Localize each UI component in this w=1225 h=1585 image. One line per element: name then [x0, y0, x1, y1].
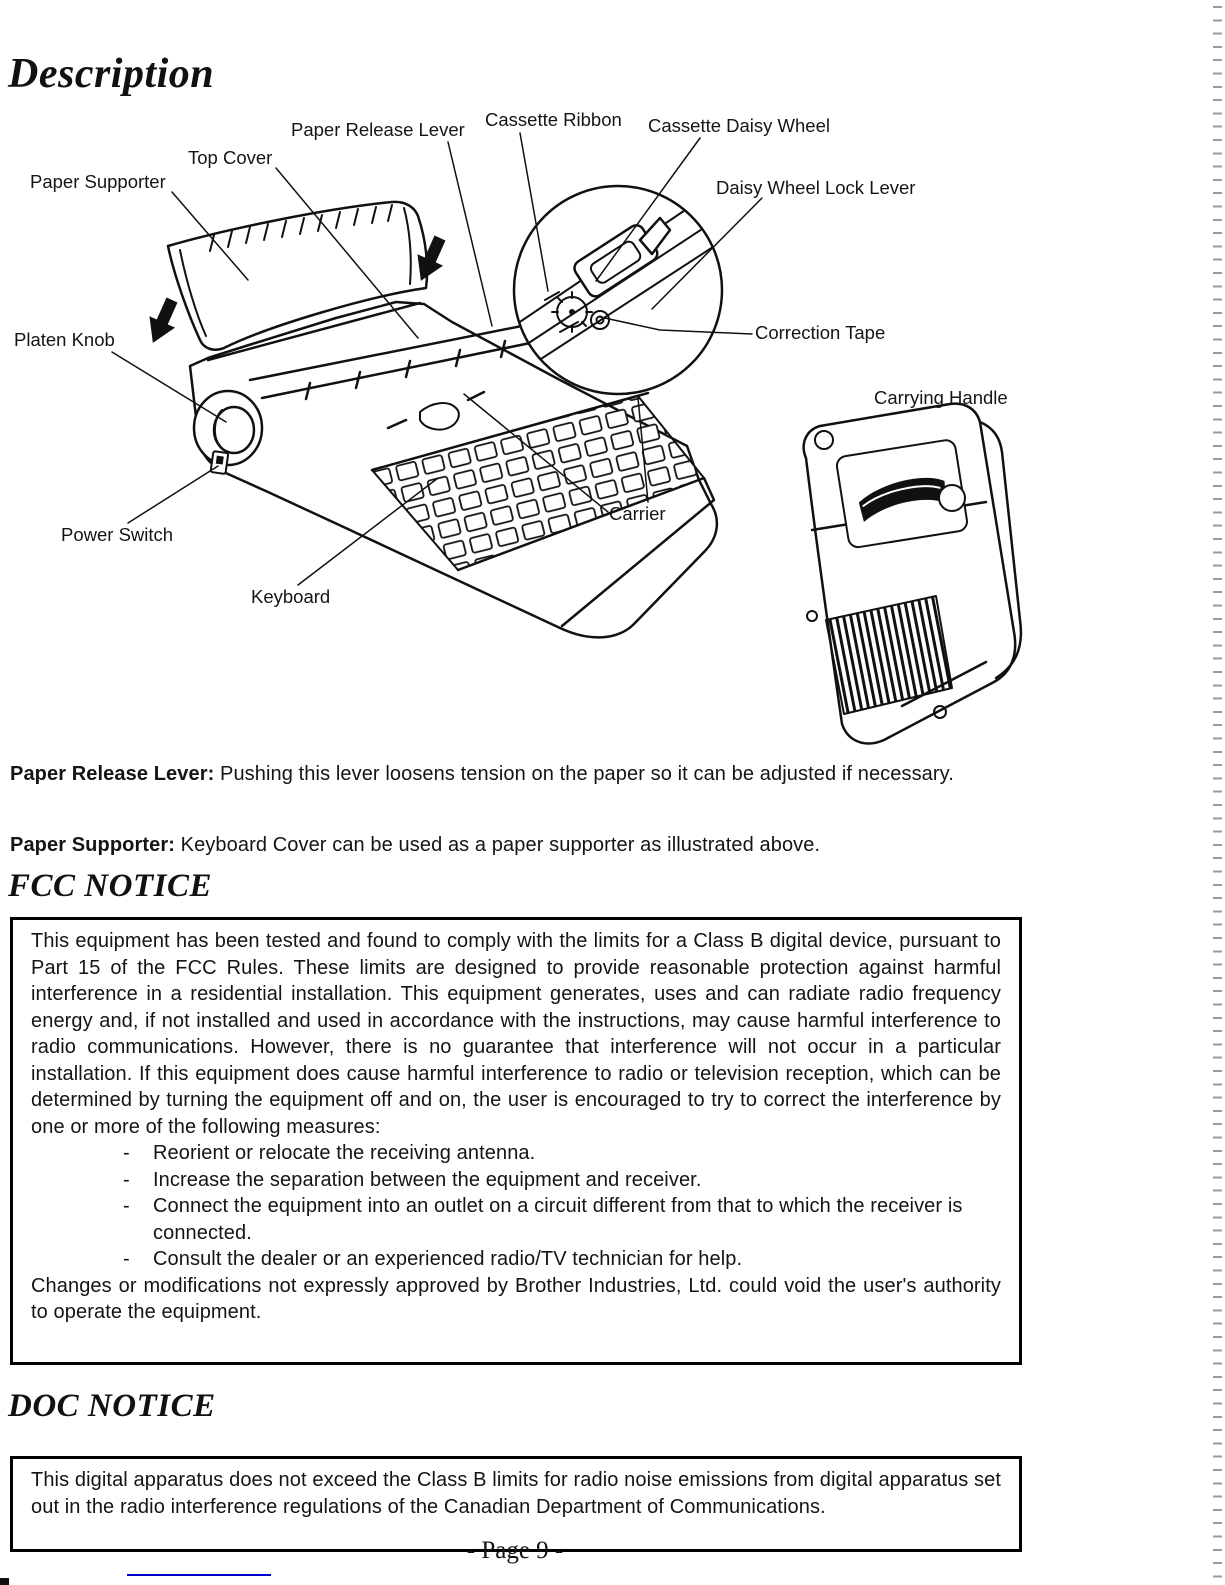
page-number: - Page 9 -	[466, 1537, 564, 1564]
label-paper-supporter: Paper Supporter	[30, 171, 166, 192]
dash-bullet: -	[123, 1248, 130, 1270]
fcc-body-text: This equipment has been tested and found to comply with the limits for a Class B digital device, pursuant to Part 15 of the FCC Rules. These limits are designed to provide reasonable protection against harmful interference in a residential installation. This equipment generates, uses and can radiate radio frequency energy and, if not installed and used in accordance with the instructions, may cause harmful interference to radio communications. However, there is no guarantee that interference will not occur in a particular installation. If this equipment does cause harmful interference to radio or television reception, which can be determined by turning the equipment off and on, the user is encouraged to try to correct the interference by one or more of the following measures:	[31, 930, 1001, 1138]
fcc-measure-item: - Increase the separation between the equipment and receiver.	[123, 1167, 1001, 1194]
doc-body-text: This digital apparatus does not exceed the Class B limits for radio noise emissions from digital apparatus set out in the radio interference regulations of the Canadian Department of Communications.	[31, 1469, 1001, 1518]
definition-term: Paper Supporter:	[10, 834, 175, 856]
fcc-notice-box	[10, 917, 1022, 1365]
definition-text: Keyboard Cover can be used as a paper supporter as illustrated above.	[180, 834, 821, 856]
dash-bullet: -	[123, 1195, 130, 1217]
dash-bullet: -	[123, 1168, 130, 1191]
magnifier-circle	[514, 186, 722, 394]
carrying-case-illustration	[804, 404, 1021, 744]
doc-notice-heading: DOC NOTICE	[8, 1388, 216, 1424]
definition-term: Paper Release Lever:	[10, 763, 215, 785]
label-carrier: Carrier	[609, 503, 666, 524]
fcc-measure-item: - Connect the equipment into an outlet on a circuit different from that to which the receiver is connected.	[123, 1193, 1001, 1246]
label-keyboard: Keyboard	[251, 586, 331, 607]
label-carrying-handle: Carrying Handle	[874, 387, 1008, 408]
scan-corner-artifact	[0, 1578, 9, 1585]
fcc-measure-item: - Reorient or relocate the receiving antenna.	[123, 1140, 1001, 1167]
down-arrow-left	[140, 294, 185, 348]
leader-paper-release-lever	[448, 142, 492, 326]
dash-bullet: -	[123, 1142, 130, 1164]
leader-power-switch	[128, 466, 218, 523]
definition-paper-supporter	[10, 832, 1022, 859]
label-top-cover: Top Cover	[188, 147, 273, 168]
page-title: Description	[8, 51, 215, 97]
label-paper-release-lever: Paper Release Lever	[291, 119, 465, 140]
label-correction-tape: Correction Tape	[755, 322, 886, 343]
fcc-measure-item: - Consult the dealer or an experienced radio/TV technician for help.	[123, 1246, 1001, 1273]
label-platen-knob: Platen Knob	[14, 329, 115, 350]
label-cassette-daisy-wheel: Cassette Daisy Wheel	[648, 115, 830, 136]
label-daisy-wheel-lock-lever: Daisy Wheel Lock Lever	[716, 177, 916, 198]
fcc-closing-text: Changes or modifications not expressly approved by Brother Industries, Ltd. could void the user's authority to operate the equipment.	[31, 1274, 1001, 1323]
definition-text: Pushing this lever loosens tension on the paper so it can be adjusted if necessary.	[220, 763, 954, 785]
fcc-notice-heading: FCC NOTICE	[8, 868, 212, 904]
label-cassette-ribbon: Cassette Ribbon	[485, 109, 622, 130]
blue-underline-mark	[127, 1574, 271, 1576]
label-power-switch: Power Switch	[61, 524, 174, 545]
